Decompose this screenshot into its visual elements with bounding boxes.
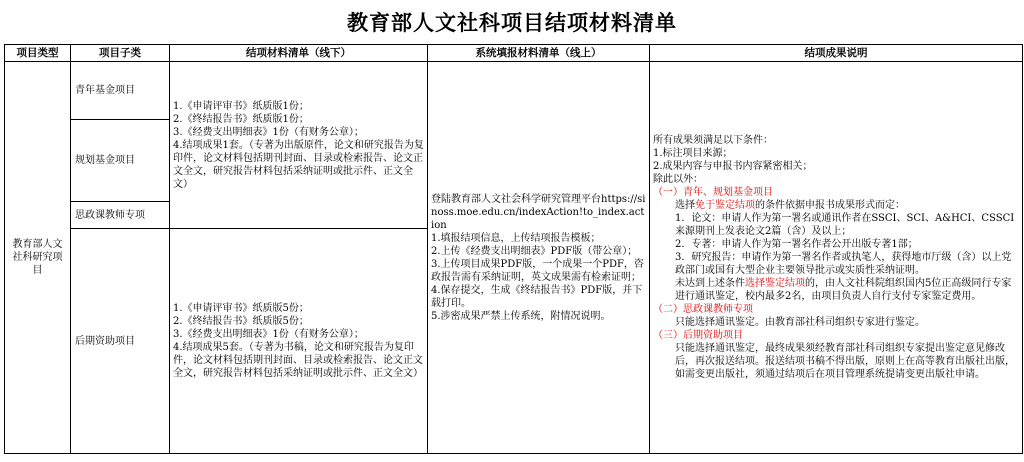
header-results-desc: 结项成果说明: [650, 45, 1023, 62]
results-line: 3．研究报告：申请作为第一署名作者或执笔人，获得地市厅级（含）以上党政部门或国有大型企业主要领导批示或实质性采纳证明。: [675, 252, 1012, 276]
results-line: 1．论文：申请人作为第一署名或通讯作者在SSCI、SCI、A&HCI、CSSCI来源期刊上发表论文2篇（含）及以上；: [675, 213, 1015, 237]
offline-b-line: 3.《经费支出明细表》1份（有财务公章）；: [173, 329, 364, 340]
offline-b-line: 1.《申请评审书》纸质版5份；: [173, 303, 309, 314]
results-section-heading: （三）后期资助项目: [653, 330, 743, 341]
offline-list-b: [170, 229, 428, 454]
offline-a-line: 3.《经费支出明细表》1份（有财务公章）；: [173, 126, 364, 138]
materials-table: [4, 44, 1023, 454]
offline-b-line: 4.结项成果5套。（专著为书稿，论文和研究报告为复印件，论文材料包括期刊封面、目录或检索报告、论文正文全文，研究报告材料包括采纳证明或批示件、正文全文）: [173, 342, 423, 379]
results-line: 2．专著：申请人作为第一署名作者公开出版专著1部；: [675, 239, 918, 250]
online-line: 4.保存提交，生成《终结报告书》PDF版，并下载打印。: [431, 284, 643, 309]
subtype-plan: 规划基金项目: [71, 120, 170, 202]
results-section-heading: （一）青年、规划基金项目: [653, 187, 773, 198]
results-section-heading: （二）思政课教师专项: [653, 304, 753, 315]
project-type-cell: 教育部人文社科研究项目: [5, 62, 71, 454]
subtype-ideology: 思政课教师专项: [71, 202, 170, 229]
header-project-subtype: 项目子类: [71, 45, 170, 62]
results-line: 只能选择通讯鉴定。由教育部社科司组织专家进行鉴定。: [675, 317, 925, 328]
online-list: [428, 62, 650, 454]
results-line: 选择免于鉴定结项的条件依据申报书成果形式而定：: [675, 200, 905, 211]
table-row: [5, 62, 1023, 120]
online-line: 3.上传项目成果PDF版，一个成果一个PDF，咨政报告需有采纳证明，英文成果需有检索证明；: [431, 258, 644, 283]
offline-a-line: 2.《终结报告书》纸质版1份；: [173, 113, 309, 125]
offline-list-a: [170, 62, 428, 229]
online-line: 5.涉密成果严禁上传系统，附情况说明。: [431, 310, 611, 322]
offline-a-line: 4.结项成果1套。（专著为出版原件，论文和研究报告为复印件，论文材料包括期刊封面、目录或检索报告、论文正文全文，研究报告材料包括采纳证明或批示件、正文全文）: [173, 139, 424, 190]
page-title: 教育部人文社科项目结项材料清单: [347, 11, 677, 35]
results-line: 未达到上述条件选择鉴定结项的，由人文社科院组织国内5位正高级同行专家进行通讯鉴定，校内最多2名，由项目负责人自行支付专家鉴定费用。: [675, 278, 1012, 302]
results-line: 除此以外：: [653, 174, 703, 185]
subtype-youth: 青年基金项目: [71, 62, 170, 120]
online-line: 2.上传《经费支出明细表》PDF版（带公章）；: [431, 245, 638, 257]
header-project-type: 项目类型: [5, 45, 71, 62]
header-online-list: 系统填报材料清单（线上）: [428, 45, 650, 62]
online-line: 1.填报结项信息，上传结项报告模板；: [431, 232, 601, 244]
subtype-later: 后期资助项目: [71, 229, 170, 454]
results-line: 2.成果内容与申报书内容紧密相关；: [653, 161, 813, 172]
results-line: 所有成果须满足以下条件：: [653, 135, 773, 146]
offline-b-line: 2.《终结报告书》纸质版5份；: [173, 316, 309, 327]
results-desc: [650, 62, 1023, 454]
header-offline-list: 结项材料清单（线下）: [170, 45, 428, 62]
results-line: 只能选择通讯鉴定，最终成果须经教育部社科司组织专家提出鉴定意见修改后，再次报送结项。报送结项书稿不得出版，原则上在高等教育出版社出版，如需变更出版社，须通过结项后在项目管理系统提请变更出版社申请。: [675, 343, 1015, 380]
offline-a-line: 1.《申请评审书》纸质版1份；: [173, 100, 309, 112]
online-line: 登陆教育部人文社会科学研究管理平台https://sinoss.moe.edu.cn/indexAction!to_index.action: [431, 193, 646, 231]
results-line: 1.标注项目来源；: [653, 148, 733, 159]
table-header-row: [5, 45, 1023, 62]
